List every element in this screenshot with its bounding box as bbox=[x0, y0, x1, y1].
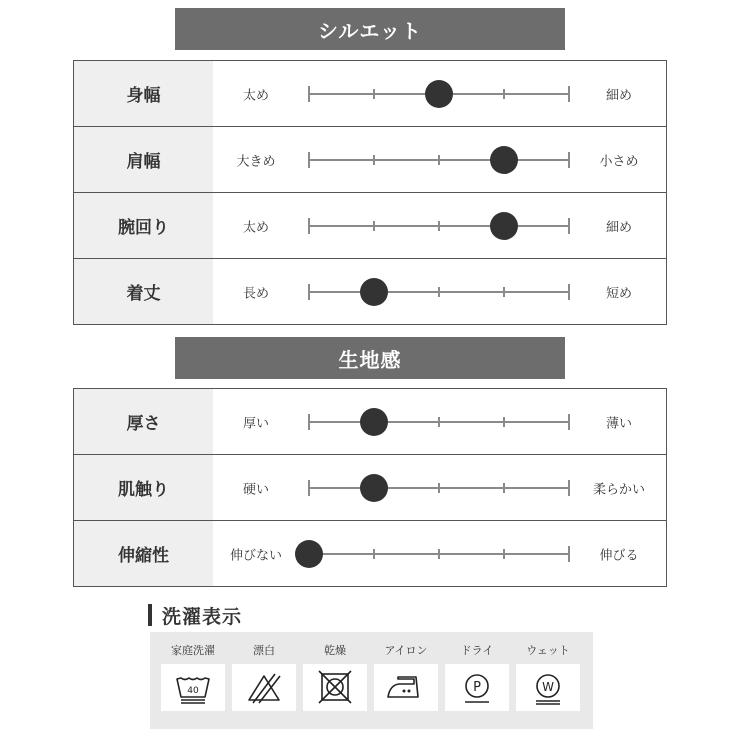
scale-tick bbox=[568, 480, 570, 496]
scale-tick bbox=[568, 86, 570, 102]
scale-tick bbox=[373, 89, 375, 99]
table-row bbox=[74, 389, 666, 455]
no-bleach-icon bbox=[232, 664, 296, 711]
rating-scale bbox=[309, 412, 569, 432]
scale-tick bbox=[438, 417, 440, 427]
care-label: 乾燥 bbox=[324, 644, 346, 657]
rating-dot bbox=[360, 474, 388, 502]
scale-tick bbox=[373, 221, 375, 231]
care-label: ドライ bbox=[460, 644, 494, 657]
scale-right-label: 小さめ bbox=[599, 154, 639, 169]
scale-tick bbox=[568, 218, 570, 234]
scale-left-label: 硬い bbox=[242, 482, 269, 497]
row-label: 身幅 bbox=[74, 61, 213, 126]
scale-left-label: 大きめ bbox=[236, 154, 276, 169]
table-row bbox=[74, 455, 666, 521]
care-label: ウェット bbox=[526, 644, 570, 657]
rating-dot bbox=[425, 80, 453, 108]
wet-clean-letter: W bbox=[542, 679, 554, 694]
scale-tick bbox=[373, 549, 375, 559]
rating-scale bbox=[309, 282, 569, 302]
rating-area bbox=[213, 455, 666, 520]
scale-tick bbox=[308, 284, 310, 300]
rating-scale bbox=[309, 150, 569, 170]
wash-care-heading bbox=[148, 602, 242, 628]
scale-left-label: 厚い bbox=[242, 416, 269, 431]
wash-care-panel bbox=[150, 632, 593, 729]
dry-clean-letter: P bbox=[473, 679, 481, 695]
scale-tick bbox=[308, 480, 310, 496]
scale-tick bbox=[503, 483, 505, 493]
scale-tick bbox=[568, 284, 570, 300]
rating-scale bbox=[309, 478, 569, 498]
scale-tick bbox=[503, 287, 505, 297]
care-item-bleach bbox=[232, 632, 296, 729]
scale-tick bbox=[438, 287, 440, 297]
dry-clean-p-icon bbox=[445, 664, 509, 711]
care-item-dry bbox=[303, 632, 367, 729]
scale-right-label: 短め bbox=[605, 286, 632, 301]
care-label: アイロン bbox=[384, 644, 428, 657]
rating-dot bbox=[295, 540, 323, 568]
rating-scale bbox=[309, 544, 569, 564]
wash-tub-40-icon bbox=[161, 664, 225, 711]
no-tumble-dry-icon bbox=[303, 664, 367, 711]
rating-area bbox=[213, 521, 666, 586]
care-item-home-wash bbox=[161, 632, 225, 729]
rating-dot bbox=[490, 212, 518, 240]
rating-scale bbox=[309, 84, 569, 104]
scale-tick bbox=[503, 549, 505, 559]
scale-left-label: 伸びない bbox=[229, 548, 282, 563]
scale-right-label: 細め bbox=[605, 88, 632, 103]
rating-dot bbox=[360, 278, 388, 306]
wash-care-title: 洗濯表示 bbox=[162, 605, 243, 628]
scale-right-label: 薄い bbox=[605, 416, 632, 431]
scale-right-label: 伸びる bbox=[599, 548, 639, 563]
scale-tick bbox=[373, 155, 375, 165]
scale-tick bbox=[568, 414, 570, 430]
table-row bbox=[74, 127, 666, 193]
fabric-header bbox=[175, 337, 565, 379]
scale-tick bbox=[308, 218, 310, 234]
wash-temp: 40 bbox=[187, 685, 199, 696]
table-row bbox=[74, 61, 666, 127]
wet-clean-w-icon bbox=[516, 664, 580, 711]
rating-dot bbox=[490, 146, 518, 174]
rating-scale bbox=[309, 216, 569, 236]
scale-tick bbox=[568, 546, 570, 562]
rating-area bbox=[213, 61, 666, 126]
scale-tick bbox=[308, 414, 310, 430]
scale-right-label: 細め bbox=[605, 220, 632, 235]
scale-tick bbox=[503, 417, 505, 427]
rating-area bbox=[213, 259, 666, 324]
row-label: 腕回り bbox=[74, 193, 213, 258]
scale-tick bbox=[308, 152, 310, 168]
scale-left-label: 太め bbox=[242, 88, 269, 103]
row-label: 伸縮性 bbox=[74, 521, 213, 586]
row-label: 肩幅 bbox=[74, 127, 213, 192]
table-row bbox=[74, 193, 666, 259]
care-label: 家庭洗濯 bbox=[171, 644, 215, 657]
scale-tick bbox=[438, 483, 440, 493]
silhouette-header bbox=[175, 8, 565, 50]
row-label: 肌触り bbox=[74, 455, 213, 520]
row-label: 厚さ bbox=[74, 389, 213, 454]
scale-tick bbox=[308, 86, 310, 102]
iron-low-icon bbox=[374, 664, 438, 711]
scale-tick bbox=[503, 89, 505, 99]
scale-left-label: 長め bbox=[242, 286, 269, 301]
silhouette-table bbox=[73, 60, 667, 325]
care-item-wet-clean bbox=[516, 632, 580, 729]
scale-left-label: 太め bbox=[242, 220, 269, 235]
scale-tick bbox=[438, 549, 440, 559]
heading-bar bbox=[148, 604, 152, 626]
scale-tick bbox=[568, 152, 570, 168]
table-row bbox=[74, 521, 666, 587]
row-label: 着丈 bbox=[74, 259, 213, 324]
care-item-dry-clean bbox=[445, 632, 509, 729]
fabric-table bbox=[73, 388, 667, 587]
scale-right-label: 柔らかい bbox=[592, 482, 645, 497]
scale-tick bbox=[438, 155, 440, 165]
rating-area bbox=[213, 193, 666, 258]
fabric-title: 生地感 bbox=[338, 347, 402, 372]
rating-dot bbox=[360, 408, 388, 436]
care-item-iron bbox=[374, 632, 438, 729]
rating-area bbox=[213, 389, 666, 454]
table-row bbox=[74, 259, 666, 325]
scale-tick bbox=[438, 221, 440, 231]
silhouette-title: シルエット bbox=[317, 18, 423, 43]
rating-area bbox=[213, 127, 666, 192]
care-label: 漂白 bbox=[253, 644, 275, 657]
